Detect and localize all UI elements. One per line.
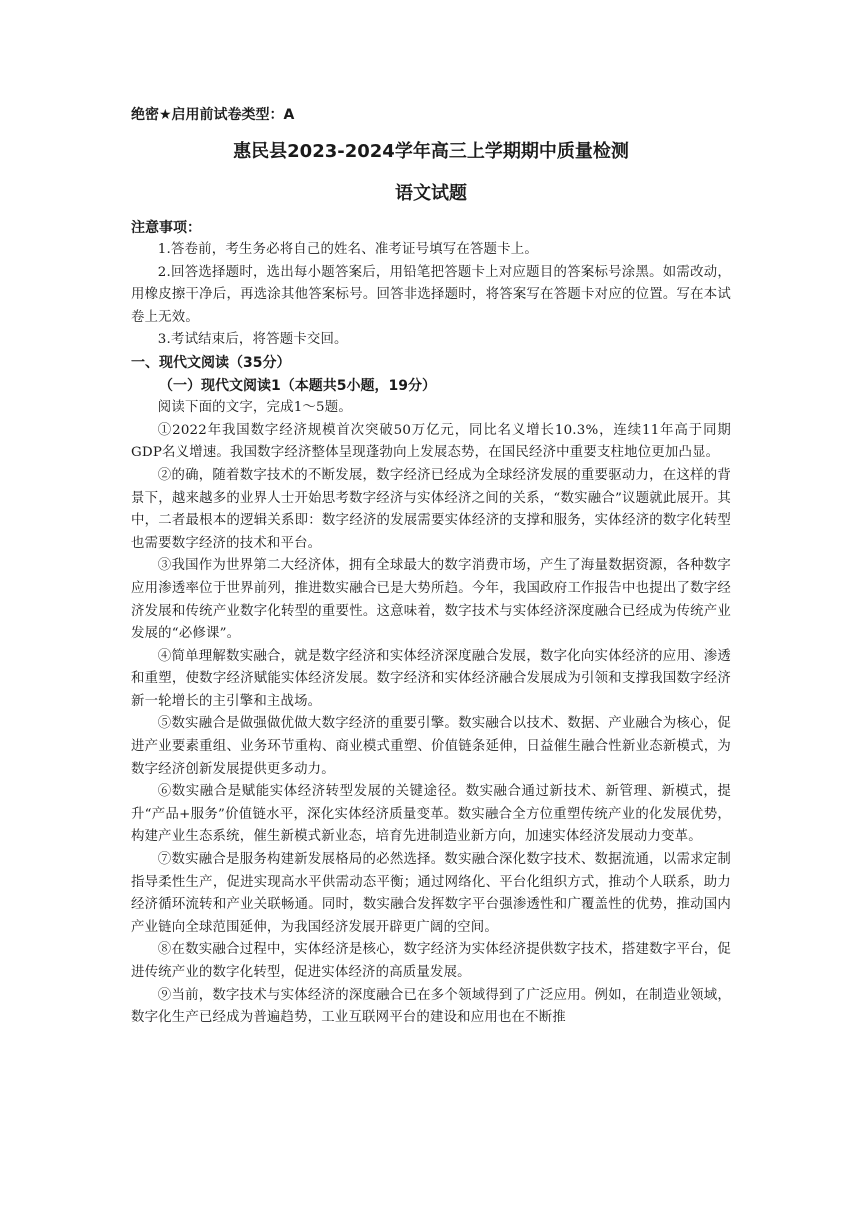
section-heading: 一、现代文阅读（35分） [131,354,291,371]
exam-title: 惠民县2023-2024学年高三上学期期中质量检测 [233,141,629,162]
subsection-heading: （一）现代文阅读1（本题共5小题，19分） [159,377,436,394]
notice-heading: 注意事项： [131,220,201,236]
article-paragraph: ⑨当前，数字技术与实体经济的深度融合已在多个领域得到了广泛应用。例如，在制造业领域，数字化生产已经成为普遍趋势，工业互联网平台的建设和应用也在不断推 [131,987,731,1026]
article-paragraph: ⑥数实融合是赋能实体经济转型发展的关键途径。数实融合通过新技术、新管理、新模式，提升“产品+服务”价值链水平，深化实体经济质量变革。数实融合全方位重塑传统产业的化发展优势，构建产业生态系统，催生新模式新业态，培育先进制造业新方向，加速实体经济发展动力变革。 [131,784,731,845]
section-modern-reading [131,352,731,1030]
notice-item: 1.答卷前，考生务必将自己的姓名、准考证号填写在答题卡上。 [157,242,538,257]
notice-block [131,217,731,352]
article-paragraph: ⑦数实融合是服务构建新发展格局的必然选择。数实融合深化数字技术、数据流通，以需求定制指导柔性生产，促进实现高水平供需动态平衡；通过网络化、平台化组织方式，推动个人联系，助力经济循环流转和产业关联畅通。同时，数实融合发挥数字平台强渗透性和广覆盖性的优势，推动国内产业链向全球范围延伸，为我国经济发展开辟更广阔的空间。 [131,852,731,935]
article-paragraph: ②的确，随着数字技术的不断发展，数字经济已经成为全球经济发展的重要驱动力，在这样的背景下，越来越多的业界人士开始思考数字经济与实体经济之间的关系，“数实融合”议题就此展开。其中，二者最根本的逻辑关系即：数字经济的发展需要实体经济的支撑和服务，实体经济的数字化转型也需要数字经济的技术和平台。 [131,467,731,551]
exam-page [131,103,731,1030]
notice-item: 2.回答选择题时，选出每小题答案后，用铅笔把答题卡上对应题目的答案标号涂黑。如需改动，用橡皮擦干净后，再选涂其他答案标号。回答非选择题时，将答案写在答题卡对应的位置。写在本试卷上无效。 [131,264,731,325]
article-paragraph: ④简单理解数实融合，就是数字经济和实体经济深度融合发展，数字化向实体经济的应用、渗透和重塑，使数字经济赋能实体经济发展。数字经济和实体经济融合发展成为引领和支撑我国数字经济新一轮增长的主引擎和主战场。 [131,648,731,709]
article-paragraph: ⑤数实融合是做强做优做大数字经济的重要引擎。数实融合以技术、数据、产业融合为核心，促进产业要素重组、业务环节重构、商业模式重塑、价值链条延伸，日益催生融合性新业态新模式，为数字经济创新发展提供更多动力。 [131,716,731,777]
article-paragraph: ③我国作为世界第二大经济体，拥有全球最大的数字消费市场，产生了海量数据资源，各种数字应用渗透率位于世界前列，推进数实融合已是大势所趋。今年，我国政府工作报告中也提出了数字经济发展和传统产业数字化转型的重要性。这意味着，数字技术与实体经济深度融合已经成为传统产业发展的“必修课”。 [131,558,731,642]
reading-instruction: 阅读下面的文字，完成1～5题。 [157,400,352,416]
article-paragraph: ①2022年我国数字经济规模首次突破50万亿元，同比名义增长10.3%，连续11年高于同期GDP名义增速。我国数字经济整体呈现蓬勃向上发展态势，在国民经济中重要支柱地位更加凸显。 [131,422,731,461]
notice-item: 3.考试结束后，将答题卡交回。 [157,332,348,348]
confidential-type-line: 绝密★启用前试卷类型：A [131,107,295,123]
subject-title: 语文试题 [395,183,467,204]
article-paragraph: ⑧在数实融合过程中，实体经济是核心，数字经济为实体经济提供数字技术，搭建数字平台，促进传统产业的数字化转型，促进实体经济的高质量发展。 [131,942,731,980]
